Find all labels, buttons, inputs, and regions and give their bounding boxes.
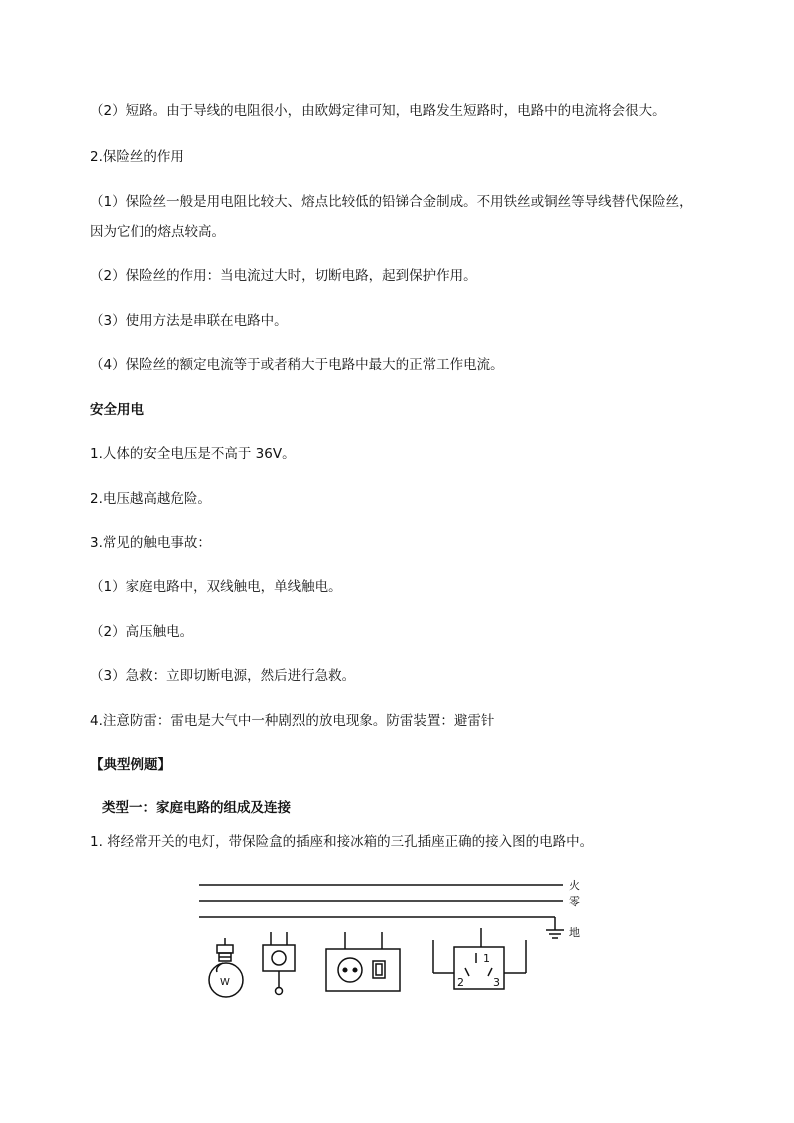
line-short-circuit: （2）短路。由于导线的电阻很小，由欧姆定律可知，电路发生短路时，电路中的电流将会很大。: [90, 103, 666, 119]
line-fuse-usage: （3）使用方法是串联在电路中。: [90, 313, 288, 329]
neutral-wire-label: 零: [569, 895, 580, 908]
line-fuse-role: （2）保险丝的作用：当电流过大时，切断电路，起到保护作用。: [90, 268, 477, 284]
circuit-diagram: [195, 870, 605, 1005]
socket-pin-1: 1: [483, 952, 490, 965]
lamp-label: W: [220, 977, 230, 988]
heading-typical-examples: 【典型例题】: [90, 757, 171, 773]
socket-pin-3: 3: [493, 976, 500, 989]
socket-pin-2: 2: [457, 976, 464, 989]
switch-icon: [263, 932, 295, 995]
heading-type-one: 类型一：家庭电路的组成及连接: [102, 800, 291, 816]
live-wire-label: 火: [569, 879, 580, 892]
line-household-shock: （1）家庭电路中，双线触电，单线触电。: [90, 579, 342, 595]
heading-electrical-safety: 安全用电: [90, 402, 144, 418]
line-lightning: 4.注意防雷：雷电是大气中一种剧烈的放电现象。防雷装置：避雷针: [90, 713, 495, 729]
question-1: 1. 将经常开关的电灯，带保险盒的插座和接冰箱的三孔插座正确的接入图的电路中。: [90, 834, 594, 850]
line-safe-voltage: 1.人体的安全电压是不高于 36V。: [90, 446, 296, 462]
fuse-socket-icon: [326, 932, 400, 991]
line-fuse-rating: （4）保险丝的额定电流等于或者稍大于电路中最大的正常工作电流。: [90, 357, 504, 373]
line-shock-accidents: 3.常见的触电事故：: [90, 535, 211, 551]
line-fuse-material-cont: 因为它们的熔点较高。: [90, 224, 225, 240]
ground-symbol-icon: [546, 917, 564, 938]
ground-wire-label: 地: [569, 926, 580, 939]
heading-fuse-function: 2.保险丝的作用: [90, 149, 184, 165]
line-first-aid: （3）急救：立即切断电源，然后进行急救。: [90, 668, 356, 684]
three-pin-socket-icon: [433, 928, 526, 989]
line-fuse-material: （1）保险丝一般是用电阻比较大、熔点比较低的铅锑合金制成。不用铁丝或铜丝等导线替代保险丝，: [90, 194, 693, 210]
line-high-voltage-shock: （2）高压触电。: [90, 624, 194, 640]
lamp-icon: [209, 938, 243, 997]
line-voltage-danger: 2.电压越高越危险。: [90, 491, 211, 507]
